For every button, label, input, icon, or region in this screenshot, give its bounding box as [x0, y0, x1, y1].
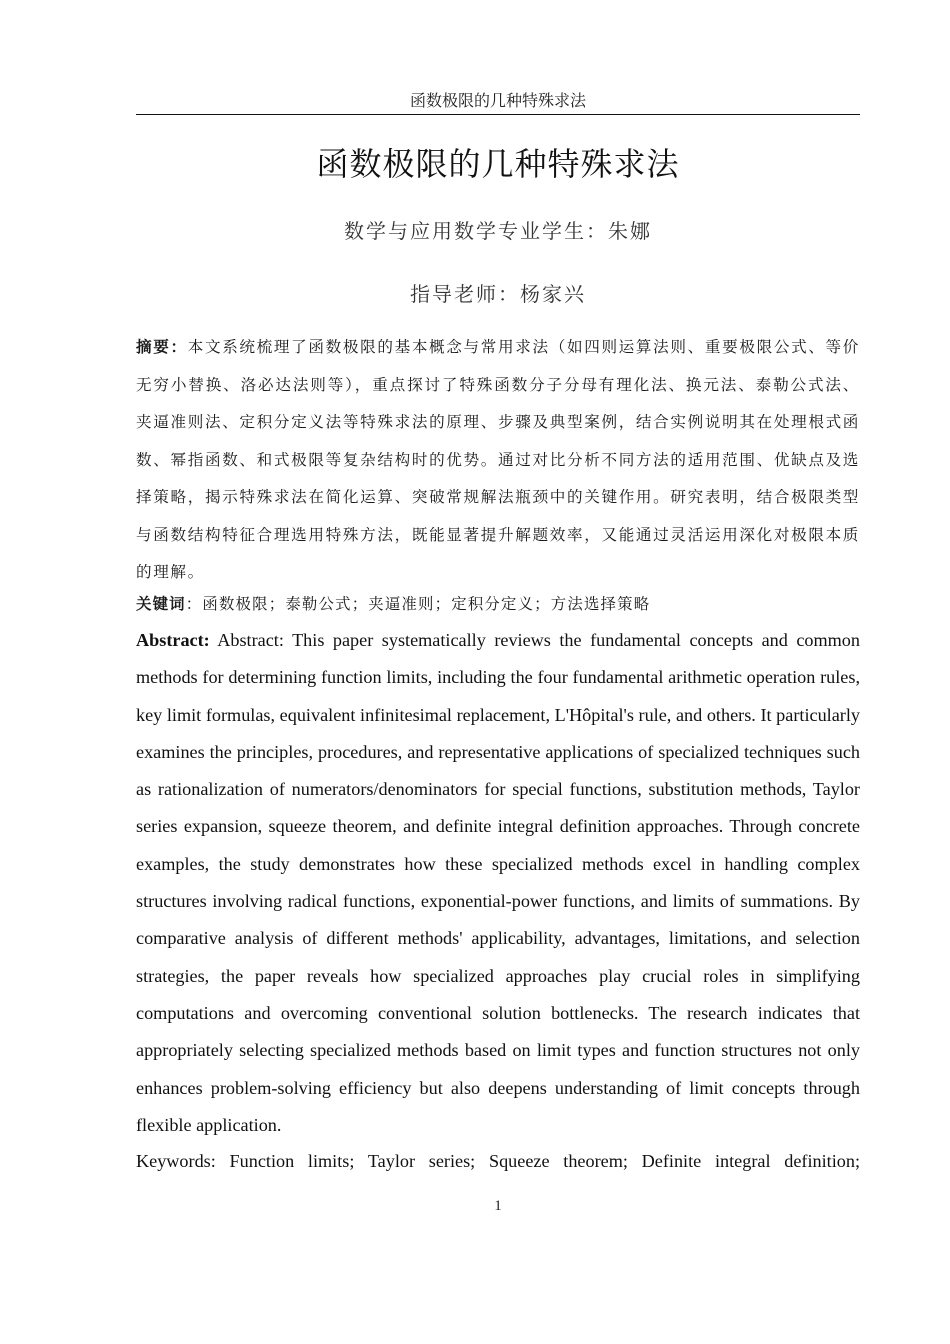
paper-title: 函数极限的几种特殊求法 [316, 145, 680, 183]
chinese-abstract-label: 摘要： [136, 337, 188, 356]
chinese-keywords-label: 关键词 [136, 595, 186, 613]
chinese-keywords [136, 590, 860, 618]
chinese-abstract-text: 本文系统梳理了函数极限的基本概念与常用求法（如四则运算法则、重要极限公式、等价无穷小替换、洛必达法则等），重点探讨了特殊函数分子分母有理化法、换元法、泰勒公式法、夹逼准则法、定积分定义法等特殊求法的原理、步骤及典型案例，结合实例说明其在处理根式函数、幂指函数、和式极限等复杂结构时的优势。通过对比分析不同方法的适用范围、优缺点及选择策略，揭示特殊求法在简化运算、突破常规解法瓶颈中的关键作用。研究表明，结合极限类型与函数结构特征合理选用特殊方法，既能显著提升解题效率，又能通过灵活运用深化对极限本质的理解。 [136, 338, 860, 581]
running-header: 函数极限的几种特殊求法 [409, 91, 586, 110]
english-abstract [136, 622, 860, 1144]
english-keywords: Keywords: Function limits; Taylor series; Squeeze theorem; Definite integral definition; [136, 1151, 860, 1171]
chinese-abstract [136, 328, 860, 592]
advisor-line: 指导老师：杨家兴 [410, 282, 586, 306]
english-abstract-text: Abstract: This paper systematically reviews the fundamental concepts and common methods for determining function limits, including the four fundamental arithmetic operation rules, key limit formulas, equivalent infinitesimal replacement, L'Hôpital's rule, and others. It particularly examines the principles, procedures, and representative applications of specialized techniques such as rationalization of numerators/denominators for special functions, substitution methods, Taylor series expansion, squeeze theorem, and definite integral definition approaches. Through concrete examples, the study demonstrates how these specialized methods excel in handling complex structures involving radical functions, exponential-power functions, and limits of summations. By comparative analysis of different methods' applicability, advantages, limitations, and selection strategies, the paper reveals how specialized approaches play crucial roles in simplifying computations and overcoming conventional solution bottlenecks. The research indicates that appropriately selecting specialized methods based on limit types and function structures not only enhances problem-solving efficiency but also deepens understanding of limit concepts through flexible application. [136, 630, 860, 1135]
page-number: 1 [494, 1198, 502, 1214]
english-abstract-label: Abstract: [136, 630, 210, 650]
chinese-keywords-text: ：函数极限；泰勒公式；夹逼准则；定积分定义；方法选择策略 [185, 595, 651, 613]
author-line: 数学与应用数学专业学生：朱娜 [344, 219, 652, 243]
header-rule [136, 114, 860, 115]
